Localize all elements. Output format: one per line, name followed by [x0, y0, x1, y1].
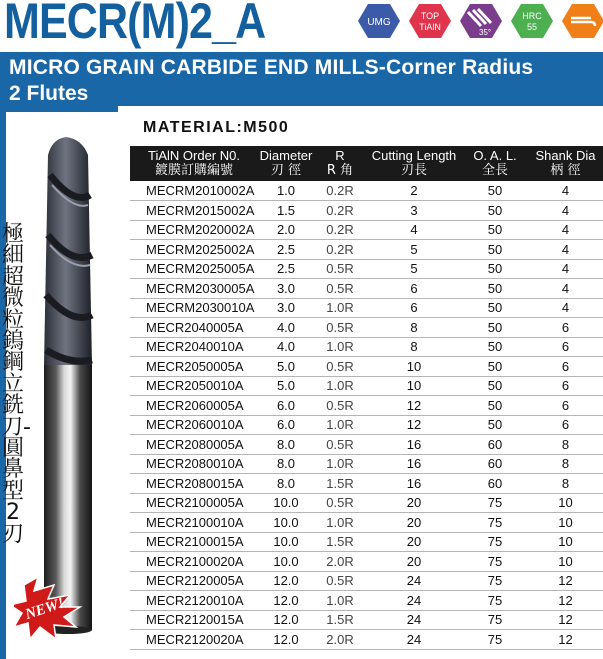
cell-oal: 50 — [462, 376, 528, 396]
table-row — [130, 318, 603, 338]
table-row — [130, 493, 603, 513]
cell-diameter: 6.0 — [258, 396, 314, 416]
cell-oal: 50 — [462, 415, 528, 435]
table-row — [130, 337, 603, 357]
cell-cutting-length: 8 — [366, 337, 462, 357]
cell-oal: 75 — [462, 571, 528, 591]
cell-radius: 1.0R — [314, 298, 366, 318]
cell-oal: 75 — [462, 610, 528, 630]
table-row — [130, 357, 603, 377]
cell-oal: 50 — [462, 357, 528, 377]
table-row — [130, 474, 603, 494]
cell-diameter: 5.0 — [258, 357, 314, 377]
cell-cutting-length: 5 — [366, 240, 462, 260]
col-radius — [314, 146, 366, 181]
cell-shank-dia: 10 — [528, 552, 603, 572]
cell-cutting-length: 16 — [366, 435, 462, 455]
tialn-coating-badge-icon — [408, 2, 452, 40]
cell-diameter: 4.0 — [258, 337, 314, 357]
col-cutting-length-zh: 刃長 — [400, 163, 427, 178]
cell-radius: 0.5R — [314, 357, 366, 377]
col-diameter — [258, 146, 314, 181]
cell-order-no: MECR2050010A — [130, 376, 258, 396]
table-row — [130, 396, 603, 416]
cell-cutting-length: 20 — [366, 532, 462, 552]
product-banner — [0, 52, 603, 106]
cell-oal: 50 — [462, 240, 528, 260]
tialn-badge-bottom: TiAlN — [419, 22, 441, 32]
table-row — [130, 298, 603, 318]
cell-order-no: MECRM2025005A — [130, 259, 258, 279]
cell-radius: 1.5R — [314, 474, 366, 494]
cell-radius: 0.2R — [314, 220, 366, 240]
cell-radius: 1.5R — [314, 532, 366, 552]
cell-order-no: MECR2040005A — [130, 318, 258, 338]
col-diameter-zh: 刃 徑 — [270, 163, 302, 178]
cell-radius: 0.5R — [314, 396, 366, 416]
table-row — [130, 610, 603, 630]
umg-badge-icon — [357, 2, 401, 40]
cell-diameter: 1.5 — [258, 201, 314, 221]
cell-shank-dia: 8 — [528, 474, 603, 494]
cell-diameter: 8.0 — [258, 435, 314, 455]
cell-shank-dia: 6 — [528, 376, 603, 396]
cell-order-no: MECR2080015A — [130, 474, 258, 494]
cell-diameter: 2.5 — [258, 240, 314, 260]
cell-oal: 60 — [462, 474, 528, 494]
cell-shank-dia: 12 — [528, 610, 603, 630]
cell-shank-dia: 6 — [528, 415, 603, 435]
cell-diameter: 4.0 — [258, 318, 314, 338]
cell-shank-dia: 10 — [528, 513, 603, 533]
col-cutting-length — [366, 146, 462, 181]
cell-oal: 50 — [462, 259, 528, 279]
cell-shank-dia: 12 — [528, 571, 603, 591]
col-order-no-en: TiAlN Order N0. — [148, 148, 240, 163]
cell-radius: 0.5R — [314, 279, 366, 299]
cell-oal: 50 — [462, 279, 528, 299]
table-row — [130, 630, 603, 650]
cell-shank-dia: 4 — [528, 181, 603, 201]
cell-order-no: MECR2050005A — [130, 357, 258, 377]
table-row — [130, 552, 603, 572]
table-row — [130, 240, 603, 260]
cell-radius: 0.2R — [314, 201, 366, 221]
cell-diameter: 10.0 — [258, 532, 314, 552]
cell-order-no: MECR2120010A — [130, 591, 258, 611]
banner-line-2: 2 Flutes — [9, 82, 89, 105]
cell-radius: 1.0R — [314, 376, 366, 396]
cell-order-no: MECR2100010A — [130, 513, 258, 533]
col-shank-dia-zh: 柄 徑 — [550, 163, 581, 178]
cell-diameter: 2.5 — [258, 259, 314, 279]
cell-diameter: 6.0 — [258, 415, 314, 435]
col-order-no — [130, 146, 258, 181]
cell-cutting-length: 12 — [366, 415, 462, 435]
helix-angle-badge-icon — [459, 2, 503, 40]
cell-cutting-length: 10 — [366, 376, 462, 396]
cell-shank-dia: 4 — [528, 298, 603, 318]
cell-radius: 1.5R — [314, 610, 366, 630]
umg-badge-label: UMG — [367, 17, 391, 28]
cell-shank-dia: 4 — [528, 279, 603, 299]
cell-shank-dia: 4 — [528, 240, 603, 260]
cell-oal: 75 — [462, 630, 528, 650]
end-mill-photo — [14, 115, 122, 645]
col-diameter-en: Diameter — [259, 148, 313, 163]
cell-order-no: MECR2040010A — [130, 337, 258, 357]
cell-oal: 50 — [462, 318, 528, 338]
cell-cutting-length: 8 — [366, 318, 462, 338]
table-header-row — [130, 146, 603, 181]
cell-oal: 50 — [462, 396, 528, 416]
cell-radius: 0.2R — [314, 181, 366, 201]
cell-shank-dia: 8 — [528, 435, 603, 455]
cell-diameter: 2.0 — [258, 220, 314, 240]
col-order-no-zh: 鍍膜訂購編號 — [154, 163, 233, 178]
col-shank-dia — [528, 146, 603, 181]
cell-shank-dia: 6 — [528, 318, 603, 338]
cell-order-no: MECR2120015A — [130, 610, 258, 630]
cell-cutting-length: 4 — [366, 220, 462, 240]
cell-diameter: 12.0 — [258, 610, 314, 630]
cell-radius: 0.5R — [314, 571, 366, 591]
cell-order-no: MECRM2030010A — [130, 298, 258, 318]
table-row — [130, 376, 603, 396]
cell-shank-dia: 4 — [528, 201, 603, 221]
cell-cutting-length: 10 — [366, 357, 462, 377]
cell-oal: 75 — [462, 591, 528, 611]
cell-radius: 2.0R — [314, 552, 366, 572]
table-row — [130, 259, 603, 279]
cell-diameter: 5.0 — [258, 376, 314, 396]
cell-cutting-length: 2 — [366, 181, 462, 201]
table-row — [130, 513, 603, 533]
material-label: MATERIAL:M500 — [143, 119, 290, 136]
tialn-badge-top: TOP — [420, 11, 440, 21]
table-row — [130, 454, 603, 474]
cell-cutting-length: 3 — [366, 201, 462, 221]
col-radius-en: R — [335, 148, 345, 163]
table-row — [130, 435, 603, 455]
cell-order-no: MECR2120005A — [130, 571, 258, 591]
cell-order-no: MECR2100015A — [130, 532, 258, 552]
hardness-badge-top: HRC — [522, 11, 542, 21]
cell-cutting-length: 24 — [366, 591, 462, 611]
cell-order-no: MECR2080005A — [130, 435, 258, 455]
cell-diameter: 12.0 — [258, 630, 314, 650]
cell-diameter: 10.0 — [258, 493, 314, 513]
cell-radius: 0.5R — [314, 318, 366, 338]
cell-diameter: 3.0 — [258, 298, 314, 318]
hardness-badge-bottom: 55 — [526, 22, 538, 32]
col-oal — [462, 146, 528, 181]
cell-radius: 0.5R — [314, 435, 366, 455]
cell-radius: 0.5R — [314, 493, 366, 513]
table-row — [130, 181, 603, 201]
col-cutting-length-en: Cutting Length — [371, 148, 457, 163]
cell-shank-dia: 6 — [528, 337, 603, 357]
cell-shank-dia: 4 — [528, 259, 603, 279]
cell-order-no: MECR2080010A — [130, 454, 258, 474]
cell-order-no: MECR2060005A — [130, 396, 258, 416]
cell-order-no: MECRM2020002A — [130, 220, 258, 240]
cell-order-no: MECR2100005A — [130, 493, 258, 513]
new-label: NEW! — [23, 595, 67, 623]
side-chinese-description: 極細超微粒鎢鋼立銑刀-圓鼻型 2刃 — [1, 222, 31, 547]
cell-radius: 0.5R — [314, 259, 366, 279]
frame-top-bar — [0, 106, 118, 112]
cell-diameter: 8.0 — [258, 474, 314, 494]
cell-oal: 50 — [462, 181, 528, 201]
cell-shank-dia: 12 — [528, 591, 603, 611]
cell-shank-dia: 10 — [528, 493, 603, 513]
col-oal-zh: 全長 — [481, 163, 508, 178]
table-row — [130, 279, 603, 299]
cell-diameter: 1.0 — [258, 181, 314, 201]
cell-cutting-length: 6 — [366, 298, 462, 318]
cell-order-no: MECR2120020A — [130, 630, 258, 650]
cell-oal: 75 — [462, 552, 528, 572]
banner-line-1: MICRO GRAIN CARBIDE END MILLS-Corner Radius — [9, 56, 534, 79]
cell-cutting-length: 16 — [366, 474, 462, 494]
table-row — [130, 532, 603, 552]
cell-oal: 75 — [462, 493, 528, 513]
cell-oal: 60 — [462, 435, 528, 455]
cell-cutting-length: 20 — [366, 552, 462, 572]
table-row — [130, 201, 603, 221]
col-oal-en: O. A. L. — [473, 148, 517, 163]
cell-cutting-length: 12 — [366, 396, 462, 416]
table-row — [130, 571, 603, 591]
spec-table — [130, 146, 603, 650]
cell-shank-dia: 4 — [528, 220, 603, 240]
table-row — [130, 220, 603, 240]
cell-cutting-length: 24 — [366, 630, 462, 650]
cell-shank-dia: 6 — [528, 396, 603, 416]
cell-shank-dia: 10 — [528, 532, 603, 552]
cell-diameter: 10.0 — [258, 552, 314, 572]
cell-radius: 1.0R — [314, 513, 366, 533]
cell-radius: 2.0R — [314, 630, 366, 650]
cell-cutting-length: 6 — [366, 279, 462, 299]
corner-radius-badge-icon — [561, 2, 603, 40]
cell-diameter: 8.0 — [258, 454, 314, 474]
helix-badge-label: 35° — [478, 28, 492, 37]
cell-order-no: MECRM2015002A — [130, 201, 258, 221]
cell-order-no: MECRM2030005A — [130, 279, 258, 299]
hardness-badge-icon — [510, 2, 554, 40]
cell-order-no: MECR2100020A — [130, 552, 258, 572]
cell-oal: 50 — [462, 220, 528, 240]
cell-radius: 1.0R — [314, 454, 366, 474]
cell-cutting-length: 5 — [366, 259, 462, 279]
cell-order-no: MECR2060010A — [130, 415, 258, 435]
col-shank-dia-en: Shank Dia — [535, 148, 596, 163]
cell-shank-dia: 6 — [528, 357, 603, 377]
cell-oal: 75 — [462, 513, 528, 533]
cell-oal: 75 — [462, 532, 528, 552]
cell-radius: 0.2R — [314, 240, 366, 260]
cell-diameter: 12.0 — [258, 571, 314, 591]
col-radius-zh: R 角 — [326, 163, 354, 178]
cell-radius: 1.0R — [314, 591, 366, 611]
cell-cutting-length: 16 — [366, 454, 462, 474]
cell-cutting-length: 20 — [366, 493, 462, 513]
cell-diameter: 12.0 — [258, 591, 314, 611]
cell-diameter: 10.0 — [258, 513, 314, 533]
cell-shank-dia: 8 — [528, 454, 603, 474]
cell-oal: 50 — [462, 201, 528, 221]
cell-cutting-length: 24 — [366, 571, 462, 591]
product-title: MECR(M)2_A — [4, 0, 266, 49]
table-row — [130, 415, 603, 435]
cell-oal: 60 — [462, 454, 528, 474]
cell-cutting-length: 24 — [366, 610, 462, 630]
cell-oal: 50 — [462, 337, 528, 357]
cell-cutting-length: 20 — [366, 513, 462, 533]
table-row — [130, 591, 603, 611]
cell-order-no: MECRM2010002A — [130, 181, 258, 201]
cell-radius: 1.0R — [314, 337, 366, 357]
cell-shank-dia: 12 — [528, 630, 603, 650]
cell-radius: 1.0R — [314, 415, 366, 435]
cell-oal: 50 — [462, 298, 528, 318]
cell-diameter: 3.0 — [258, 279, 314, 299]
cell-order-no: MECRM2025002A — [130, 240, 258, 260]
